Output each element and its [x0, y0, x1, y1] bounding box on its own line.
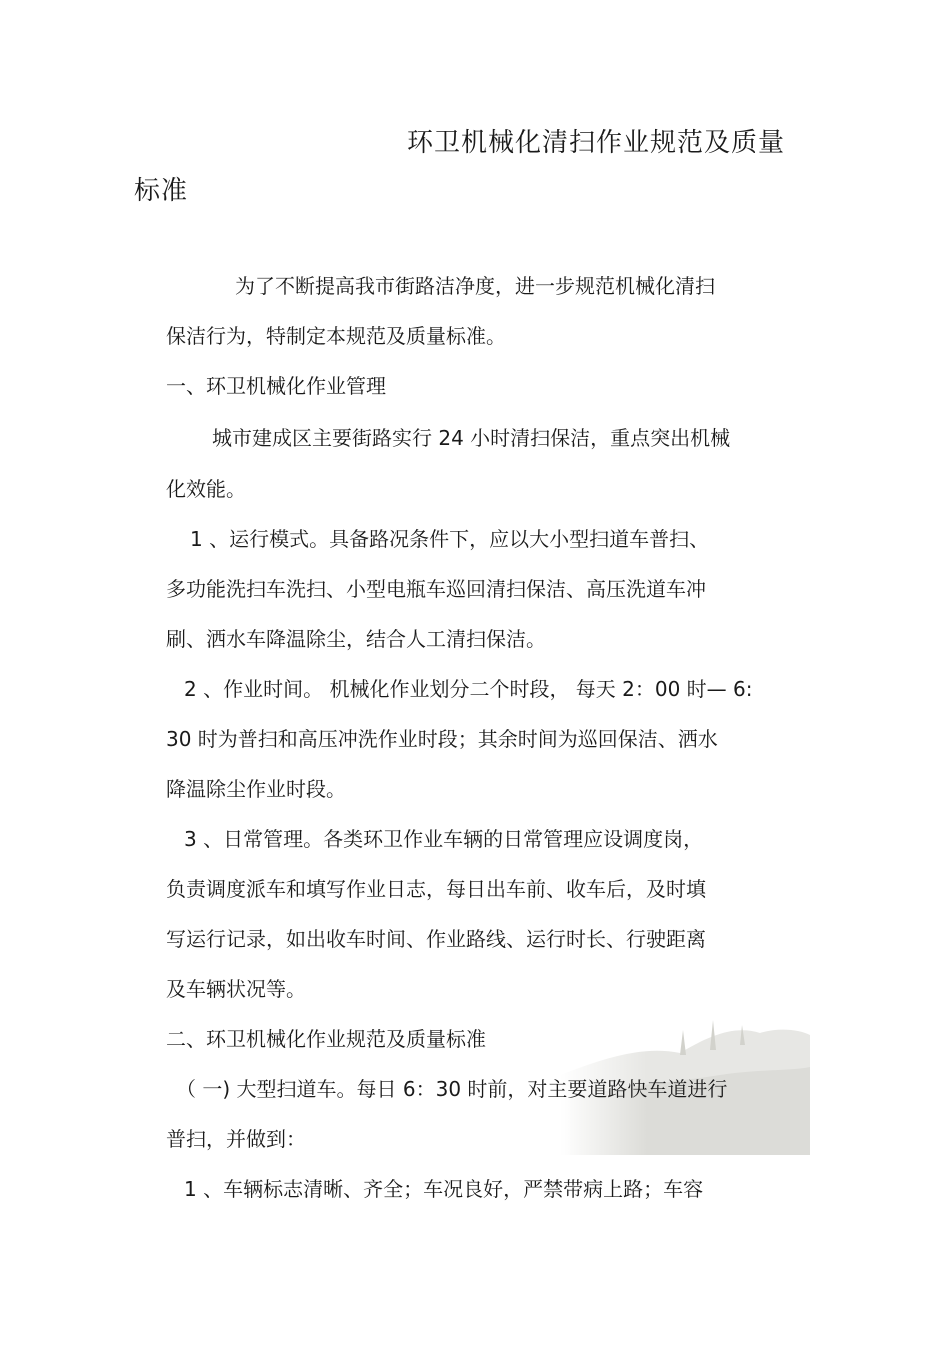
body-line-3: 城市建成区主要街路实行 24 小时清扫保洁，重点突出机械	[212, 426, 731, 450]
body-line-1: 为了不断提高我市街路洁净度，进一步规范机械化清扫	[235, 274, 715, 298]
body-line-8: 2 、作业时间。 机械化作业划分二个时段， 每天 2：00 时— 6:	[184, 677, 753, 701]
body-line-7: 刷、洒水车降温除尘，结合人工清扫保洁。	[166, 627, 546, 651]
body-line-11: 3 、日常管理。各类环卫作业车辆的日常管理应设调度岗，	[184, 827, 704, 851]
body-line-4: 化效能。	[166, 477, 246, 501]
document-title-line1: 环卫机械化清扫作业规范及质量	[407, 128, 786, 158]
body-line-2: 保洁行为，特制定本规范及质量标准。	[166, 324, 506, 348]
body-line-10: 降温除尘作业时段。	[166, 777, 346, 801]
body-line-6: 多功能洗扫车洗扫、小型电瓶车巡回清扫保洁、高压洗道车冲	[166, 577, 706, 601]
body-line-14: 及车辆状况等。	[166, 977, 306, 1001]
body-line-12: 负责调度派车和填写作业日志，每日出车前、收车后，及时填	[166, 877, 706, 901]
body-line-5: 1 、运行模式。具备路况条件下，应以大小型扫道车普扫、	[190, 527, 710, 551]
section-heading-1: 一、环卫机械化作业管理	[166, 374, 386, 398]
body-line-9: 30 时为普扫和高压冲洗作业时段；其余时间为巡回保洁、洒水	[166, 727, 718, 751]
body-line-17: 1 、车辆标志清晰、齐全；车况良好，严禁带病上路；车容	[184, 1177, 704, 1201]
body-line-13: 写运行记录，如出收车时间、作业路线、运行时长、行驶距离	[166, 927, 706, 951]
document-title-line2: 标准	[134, 176, 189, 206]
section-heading-2: 二、环卫机械化作业规范及质量标准	[166, 1027, 486, 1051]
body-line-16: 普扫，并做到：	[166, 1127, 306, 1151]
body-line-15: （ 一) 大型扫道车。每日 6：30 时前，对主要道路快车道进行	[176, 1077, 728, 1101]
